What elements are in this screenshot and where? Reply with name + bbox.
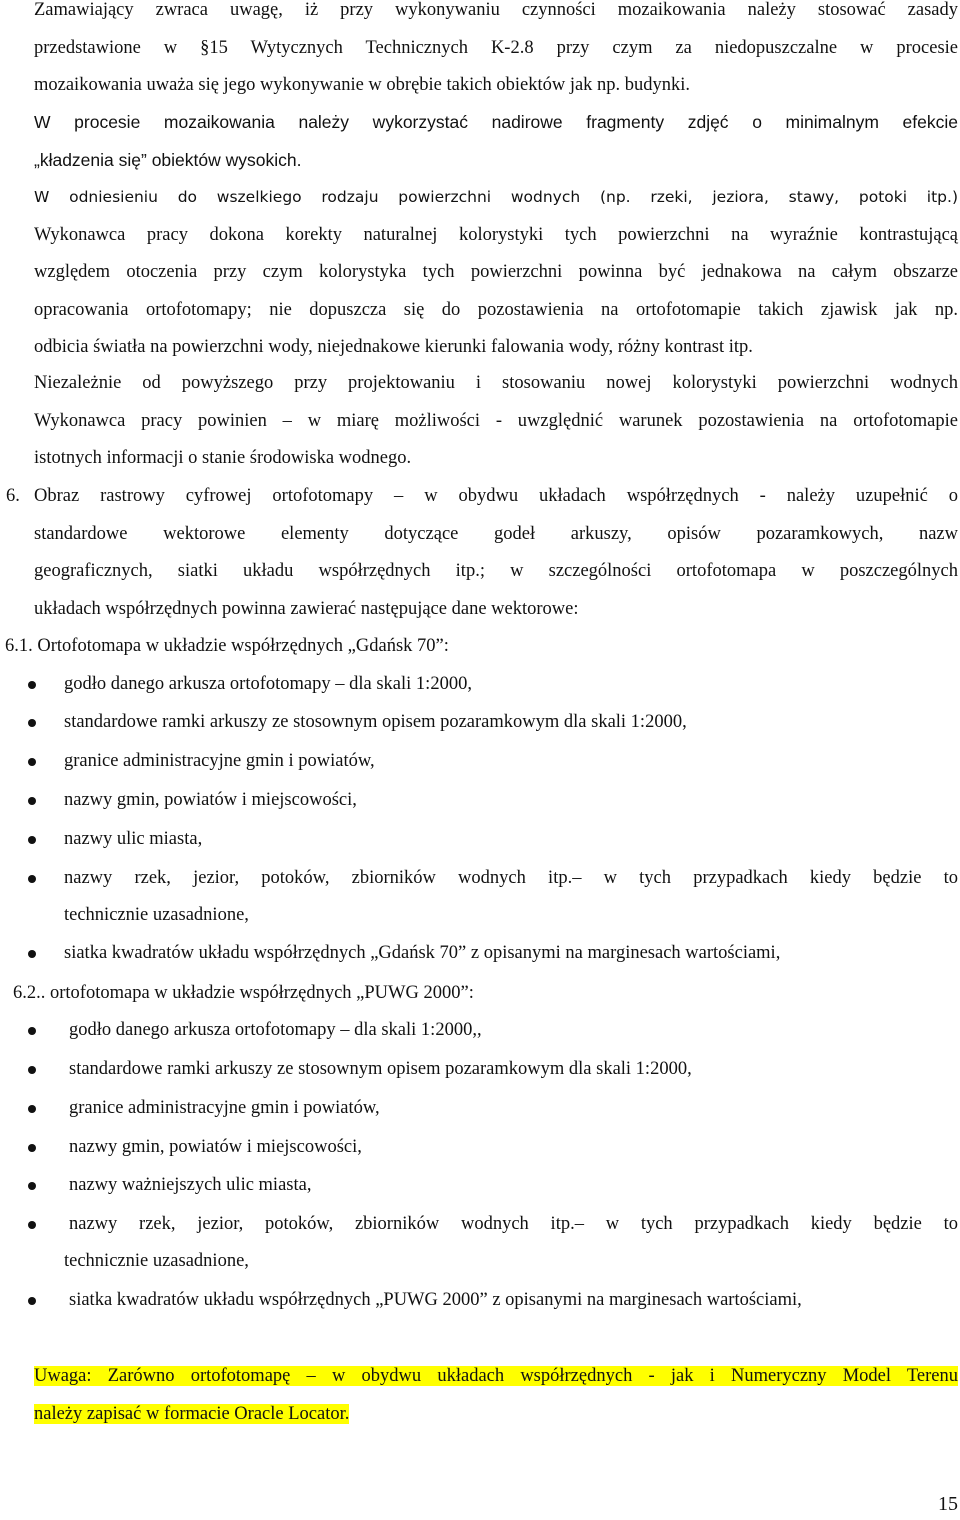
paragraph-mosaicking-rules <box>34 0 958 105</box>
text-line: W odniesieniu do wszelkiego rodzaju powierzchni wodnych (np. rzeki, jeziora, stawy, potoki itp.) <box>34 188 958 206</box>
list-item-text: standardowe ramki arkuszy ze stosownym opisem pozaramkowym dla skali 1:2000, <box>69 1059 692 1079</box>
note-line: należy zapisać w formacie Oracle Locator. <box>34 1404 350 1424</box>
list-item-continuation: technicznie uzasadnione, <box>64 905 249 925</box>
bullet-icon <box>28 797 36 805</box>
list-item-text: nazwy ulic miasta, <box>64 829 203 849</box>
bullet-icon <box>28 875 36 883</box>
list-item-text: granice administracyjne gmin i powiatów, <box>64 751 375 771</box>
text-line: przedstawione w §15 Wytycznych Technicznych K-2.8 przy czym za niedopuszczalne w procesie <box>34 37 958 58</box>
list-item-text: siatka kwadratów układu współrzędnych „Gdańsk 70” z opisanymi na marginesach wartościami, <box>64 943 781 963</box>
text-line: Zamawiający zwraca uwagę, iż przy wykonywaniu czynności mozaikowania należy stosować zasady <box>34 0 958 20</box>
paragraph-water-coloring <box>34 365 958 478</box>
bullet-icon <box>28 950 36 958</box>
paragraph-nadir-fragments <box>34 104 958 179</box>
text-line: układach współrzędnych powinna zawierać następujące dane wektorowe: <box>34 598 579 619</box>
bullet-icon <box>28 1144 36 1152</box>
paragraph-vector-elements <box>6 478 958 628</box>
text-line: Wykonawca pracy dokona korekty naturalnej kolorystyki tych powierzchni na wyraźnie kontrastującą <box>34 224 958 245</box>
text-line: względem otoczenia przy czym kolorystyka tych powierzchni powinna być jednakowa na całym obszarze <box>34 262 958 282</box>
list-item-text: nazwy rzek, jezior, potoków, zbiorników wodnych itp.– w tych przypadkach kiedy będzie to <box>64 868 958 888</box>
text-line: opracowania ortofotomapy; nie dopuszcza się do pozostawienia na ortofotomapie takich zjawisk jak np. <box>34 299 958 320</box>
page-number: 15 <box>938 1493 958 1515</box>
bullet-icon <box>28 758 36 766</box>
list-item-text: nazwy ważniejszych ulic miasta, <box>69 1175 312 1195</box>
text-line: geograficznych, siatki układu współrzędnych itp.; w szczególności ortofotomapa w poszczególnych <box>34 561 958 581</box>
bullet-icon <box>28 836 36 844</box>
text-line: Wykonawca pracy powinien – w miarę możliwości - uwzględnić warunek pozostawienia na ortofotomapie <box>34 410 958 431</box>
bullet-icon <box>28 719 36 727</box>
text-line: W procesie mozaikowania należy wykorzystać nadirowe fragmenty zdjęć o minimalnym efekcie <box>34 112 958 132</box>
bullet-icon <box>28 1182 36 1190</box>
text-line: Niezależnie od powyższego przy projektowaniu i stosowaniu nowej kolorystyki powierzchni wodnych <box>34 373 958 393</box>
bullet-icon <box>28 1297 36 1305</box>
section-heading-6-1: 6.1. Ortofotomapa w układzie współrzędnych „Gdańsk 70”: <box>5 636 449 656</box>
text-line: mozaikowania uważa się jego wykonywanie w obrębie takich obiektów jak np. budynki. <box>34 75 691 95</box>
section-heading-6-2: 6.2.. ortofotomapa w układzie współrzędnych „PUWG 2000”: <box>13 983 474 1003</box>
bullet-icon <box>28 1066 36 1074</box>
bullet-icon <box>28 1221 36 1229</box>
list-item-text: granice administracyjne gmin i powiatów, <box>69 1098 380 1118</box>
highlighted-note <box>34 1357 958 1433</box>
paragraph-water-surfaces <box>34 179 958 367</box>
list-item-text: nazwy gmin, powiatów i miejscowości, <box>64 790 357 810</box>
text-line: istotnych informacji o stanie środowiska wodnego. <box>34 448 412 468</box>
bullet-icon <box>28 1105 36 1113</box>
list-item-continuation: technicznie uzasadnione, <box>64 1251 249 1271</box>
list-item-text: nazwy gmin, powiatów i miejscowości, <box>69 1137 362 1157</box>
text-line: „kładzenia się” obiektów wysokich. <box>34 149 302 170</box>
list-item-text: standardowe ramki arkuszy ze stosownym opisem pozaramkowym dla skali 1:2000, <box>64 712 687 732</box>
list-item-text: godło danego arkusza ortofotomapy – dla skali 1:2000, <box>64 674 472 694</box>
text-line: odbicia światła na powierzchni wody, niejednakowe kierunki falowania wody, różny kontrast itp. <box>34 337 753 357</box>
text-line: standardowe wektorowe elementy dotyczące godeł arkuszy, opisów pozaramkowych, nazw <box>34 523 958 544</box>
text-line: Obraz rastrowy cyfrowej ortofotomapy – w obydwu układach współrzędnych - należy uzupełnić o <box>34 486 958 506</box>
list-item-text: nazwy rzek, jezior, potoków, zbiorników wodnych itp.– w tych przypadkach kiedy będzie to <box>69 1214 958 1234</box>
bullet-icon <box>28 681 36 689</box>
bullet-icon <box>28 1027 36 1035</box>
list-item-text: siatka kwadratów układu współrzędnych „PUWG 2000” z opisanymi na marginesach wartościami, <box>69 1290 802 1310</box>
section-number: 6. <box>6 486 20 506</box>
list-item-text: godło danego arkusza ortofotomapy – dla skali 1:2000,, <box>69 1020 482 1040</box>
note-line: Uwaga: Zarówno ortofotomapę – w obydwu układach współrzędnych - jak i Numeryczny Model Terenu <box>34 1366 958 1386</box>
